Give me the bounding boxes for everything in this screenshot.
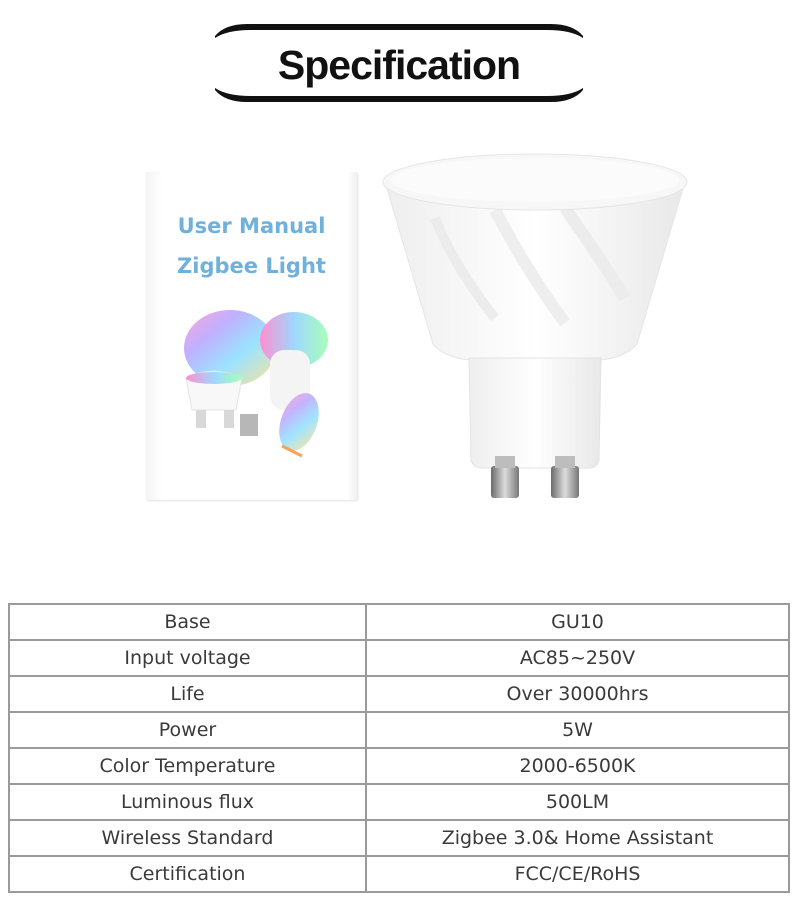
table-row xyxy=(9,784,789,820)
spec-label: Input voltage xyxy=(9,640,366,676)
specification-table xyxy=(8,603,790,893)
page-title: Specification xyxy=(277,42,521,88)
spec-value: 5W xyxy=(366,712,789,748)
spec-label: Life xyxy=(9,676,366,712)
specification-banner xyxy=(207,22,591,104)
spec-value: 500LM xyxy=(366,784,789,820)
table-row xyxy=(9,604,789,640)
table-row xyxy=(9,856,789,892)
table-row xyxy=(9,748,789,784)
table-row xyxy=(9,676,789,712)
spec-label: Power xyxy=(9,712,366,748)
spec-value: Over 30000hrs xyxy=(366,676,789,712)
spec-label: Base xyxy=(9,604,366,640)
spec-value: AC85~250V xyxy=(366,640,789,676)
manual-bulbs-illustration xyxy=(174,310,334,460)
spec-label: Wireless Standard xyxy=(9,820,366,856)
spec-label: Luminous flux xyxy=(9,784,366,820)
gu10-bulb-illustration xyxy=(375,148,695,504)
manual-title-line1: User Manual xyxy=(177,214,326,238)
spec-value: Zigbee 3.0& Home Assistant xyxy=(366,820,789,856)
spec-value: FCC/CE/RoHS xyxy=(366,856,789,892)
manual-title-line2: Zigbee Light xyxy=(177,254,326,278)
spec-label: Certification xyxy=(9,856,366,892)
table-row xyxy=(9,640,789,676)
table-row xyxy=(9,712,789,748)
spec-value: GU10 xyxy=(366,604,789,640)
spec-label: Color Temperature xyxy=(9,748,366,784)
spec-value: 2000-6500K xyxy=(366,748,789,784)
table-row xyxy=(9,820,789,856)
user-manual-booklet xyxy=(146,172,357,500)
gu10-bulb-image xyxy=(375,148,695,508)
